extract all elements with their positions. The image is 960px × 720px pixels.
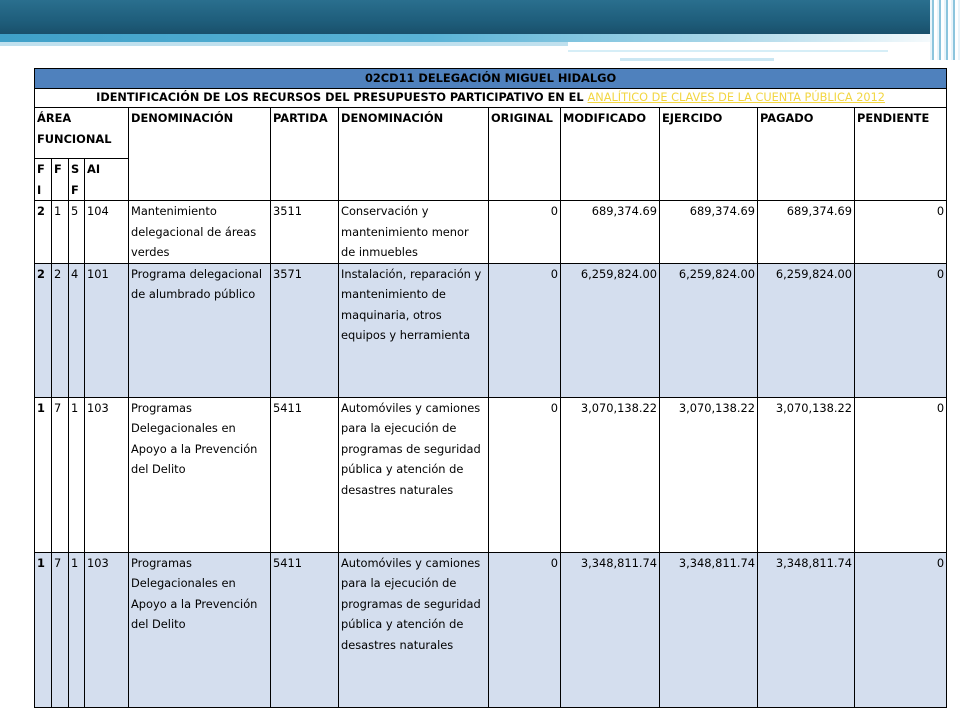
banner-line xyxy=(568,50,888,52)
cell-f: 7 xyxy=(52,397,69,552)
cell-denominacion: Programa delegacional de alumbrado público xyxy=(129,263,271,397)
header-partida-denominacion: DENOMINACIÓN xyxy=(339,108,489,201)
header-original: ORIGINAL xyxy=(489,108,561,201)
cell-ejercido: 6,259,824.00 xyxy=(660,263,758,397)
cell-fi: 2 xyxy=(35,263,52,397)
header-denominacion: DENOMINACIÓN xyxy=(129,108,271,201)
cell-sf: 5 xyxy=(69,201,85,264)
cell-sf: 1 xyxy=(69,397,85,552)
cuenta-publica-link[interactable]: ANALÍTICO DE CLAVES DE LA CUENTA PÚBLICA 2012 xyxy=(587,91,885,104)
banner-corner-decoration xyxy=(930,0,960,60)
cell-ejercido: 3,348,811.74 xyxy=(660,552,758,707)
budget-table xyxy=(34,68,947,708)
cell-denominacion: Mantenimiento delegacional de áreas verdes xyxy=(129,201,271,264)
cell-fi: 1 xyxy=(35,552,52,707)
table-row xyxy=(35,552,947,707)
cell-partida: 3571 xyxy=(271,263,339,397)
cell-modificado: 3,070,138.22 xyxy=(561,397,660,552)
table-row xyxy=(35,201,947,264)
cell-pendiente: 0 xyxy=(855,397,947,552)
header-pagado: PAGADO xyxy=(758,108,855,201)
cell-ai: 101 xyxy=(85,263,129,397)
cell-original: 0 xyxy=(489,552,561,707)
cell-fi: 2 xyxy=(35,201,52,264)
cell-sf: 1 xyxy=(69,552,85,707)
cell-ai: 103 xyxy=(85,552,129,707)
cell-pagado: 3,348,811.74 xyxy=(758,552,855,707)
subtitle-text: IDENTIFICACIÓN DE LOS RECURSOS DEL PRESUPUESTO PARTICIPATIVO EN EL xyxy=(96,91,584,104)
cell-pagado: 689,374.69 xyxy=(758,201,855,264)
cell-partida: 3511 xyxy=(271,201,339,264)
header-area-funcional: ÁREA FUNCIONAL xyxy=(35,108,129,159)
cell-partida-denominacion: Automóviles y camiones para la ejecución de programas de seguridad pública y atención de desastres naturales xyxy=(339,552,489,707)
header-pendiente: PENDIENTE xyxy=(855,108,947,201)
header-ejercido: EJERCIDO xyxy=(660,108,758,201)
cell-pagado: 3,070,138.22 xyxy=(758,397,855,552)
header-f: F xyxy=(52,159,69,201)
cell-ai: 104 xyxy=(85,201,129,264)
cell-partida-denominacion: Conservación y mantenimiento menor de inmuebles xyxy=(339,201,489,264)
table-row xyxy=(35,263,947,397)
table-subtitle xyxy=(35,89,947,108)
cell-ai: 103 xyxy=(85,397,129,552)
cell-f: 1 xyxy=(52,201,69,264)
cell-modificado: 689,374.69 xyxy=(561,201,660,264)
cell-pendiente: 0 xyxy=(855,201,947,264)
header-sf: S F xyxy=(69,159,85,201)
cell-pagado: 6,259,824.00 xyxy=(758,263,855,397)
banner-line xyxy=(620,58,774,61)
cell-modificado: 6,259,824.00 xyxy=(561,263,660,397)
cell-sf: 4 xyxy=(69,263,85,397)
cell-f: 7 xyxy=(52,552,69,707)
cell-ejercido: 689,374.69 xyxy=(660,201,758,264)
cell-pendiente: 0 xyxy=(855,552,947,707)
cell-denominacion: Programas Delegacionales en Apoyo a la Prevención del Delito xyxy=(129,552,271,707)
table-row xyxy=(35,397,947,552)
cell-partida-denominacion: Instalación, reparación y mantenimiento de maquinaria, otros equipos y herramienta xyxy=(339,263,489,397)
cell-fi: 1 xyxy=(35,397,52,552)
header-ai: AI xyxy=(85,159,129,201)
table-title: 02CD11 DELEGACIÓN MIGUEL HIDALGO xyxy=(35,69,947,89)
cell-original: 0 xyxy=(489,201,561,264)
cell-partida: 5411 xyxy=(271,397,339,552)
top-banner xyxy=(0,0,960,34)
banner-line xyxy=(0,42,568,46)
cell-denominacion: Programas Delegacionales en Apoyo a la Prevención del Delito xyxy=(129,397,271,552)
cell-modificado: 3,348,811.74 xyxy=(561,552,660,707)
banner-stripe xyxy=(0,34,960,42)
cell-partida: 5411 xyxy=(271,552,339,707)
header-fi: FI xyxy=(35,159,52,201)
cell-original: 0 xyxy=(489,397,561,552)
cell-partida-denominacion: Automóviles y camiones para la ejecución de programas de seguridad pública y atención de desastres naturales xyxy=(339,397,489,552)
cell-original: 0 xyxy=(489,263,561,397)
cell-f: 2 xyxy=(52,263,69,397)
cell-pendiente: 0 xyxy=(855,263,947,397)
header-modificado: MODIFICADO xyxy=(561,108,660,201)
cell-ejercido: 3,070,138.22 xyxy=(660,397,758,552)
header-partida: PARTIDA xyxy=(271,108,339,201)
